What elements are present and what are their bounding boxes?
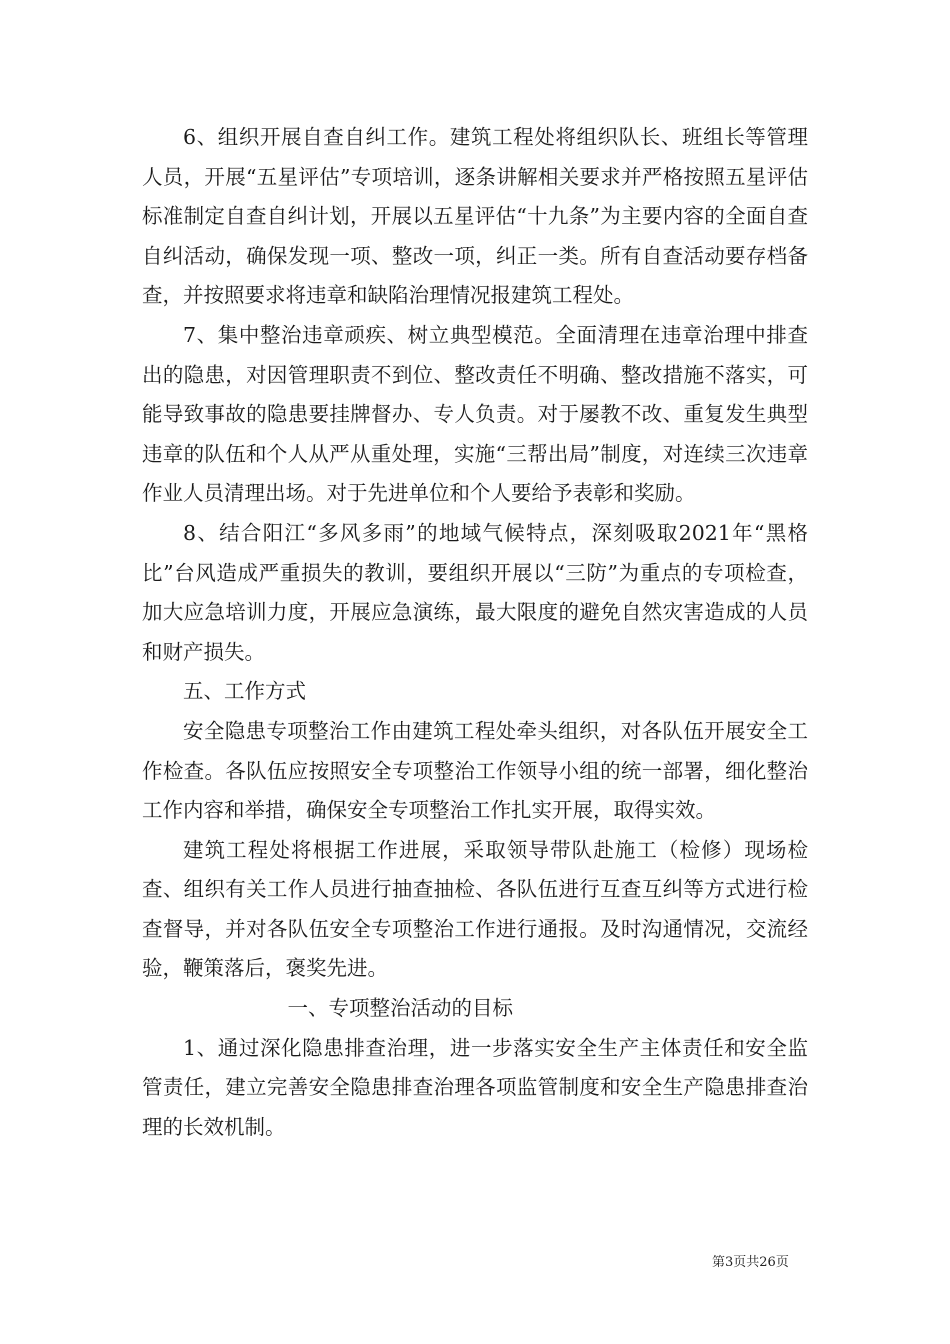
page-number: 第3页共26页 xyxy=(712,1255,789,1270)
paragraph-work-method-1: 安全隐患专项整治工作由建筑工程处牵头组织，对各队伍开展安全工作检查。各队伍应按照安全专项整治工作领导小组的统一部署，细化整治工作内容和举措，确保安全专项整治工作扎实开展，取得实效。 xyxy=(142,718,808,823)
section-heading-work-method: 五、工作方式 xyxy=(183,679,306,704)
paragraph-item-8: 8、结合阳江“多风多雨”的地域气候特点，深刻吸取2021年“黑格比”台风造成严重损失的教训，要组织开展以“三防”为重点的专项检查，加大应急培训力度，开展应急演练，最大限度的避免自然灾害造成的人员和财产损失。 xyxy=(142,520,808,664)
paragraph-item-7: 7、集中整治违章顽疾、树立典型模范。全面清理在违章治理中排查出的隐患，对因管理职责不到位、整改责任不明确、整改措施不落实，可能导致事故的隐患要挂牌督办、专人负责。对于屡教不改、重复发生典型违章的队伍和个人从严从重处理，实施“三帮出局”制度，对连续三次违章作业人员清理出场。对于先进单位和个人要给予表彰和奖励。 xyxy=(142,322,808,506)
paragraph-goal-1: 1、通过深化隐患排查治理，进一步落实安全生产主体责任和安全监管责任，建立完善安全隐患排查治理各项监管制度和安全生产隐患排查治理的长效机制。 xyxy=(142,1035,808,1139)
document-body xyxy=(142,118,808,1147)
paragraph-item-6: 6、组织开展自查自纠工作。建筑工程处将组织队长、班组长等管理人员，开展“五星评估”专项培训，逐条讲解相关要求并严格按照五星评估标准制定自查自纠计划，开展以五星评估“十九条”为主要内容的全面自查自纠活动，确保发现一项、整改一项，纠正一类。所有自查活动要存档备查，并按照要求将违章和缺陷治理情况报建筑工程处。 xyxy=(142,125,808,308)
section-heading-goals: 一、专项整治活动的目标 xyxy=(287,996,514,1021)
paragraph-work-method-2: 建筑工程处将根据工作进展，采取领导带队赴施工（检修）现场检查、组织有关工作人员进行抽查抽检、各队伍进行互查互纠等方式进行检查督导，并对各队伍安全专项整治工作进行通报。及时沟通情况，交流经验，鞭策落后，褒奖先进。 xyxy=(142,837,808,981)
